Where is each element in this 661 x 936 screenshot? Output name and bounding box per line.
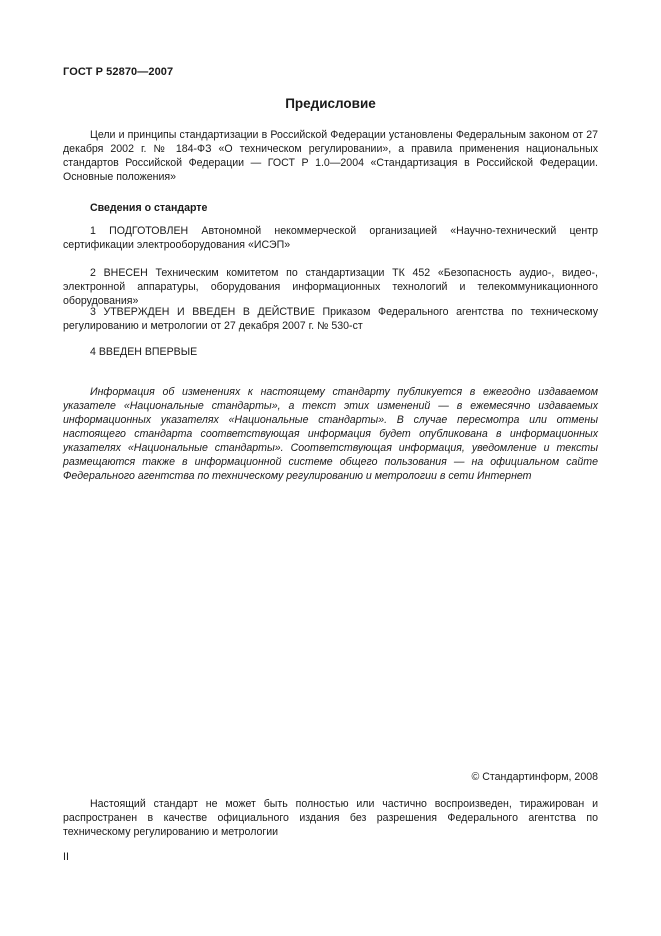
standard-info-heading: Сведения о стандарте [90, 202, 208, 214]
info-item-approved: 3 УТВЕРЖДЕН И ВВЕДЕН В ДЕЙСТВИЕ Приказом Федерального агентства по техническому регулированию и метрологии от 27 декабря 2007 г. № 530-ст [63, 306, 598, 332]
page-title: Предисловие [285, 96, 376, 111]
foreword-intro: Цели и принципы стандартизации в Российской Федерации установлены Федеральным законом от 27 декабря 2002 г. № 184-ФЗ «О техническом регулировании», а правила применения национальных стандартов Российской Федерации — ГОСТ Р 1.0—2004 «Стандартизация в Российской Федерации. Основные положения» [63, 129, 598, 183]
changes-notice: Информация об изменениях к настоящему стандарту публикуется в ежегодно издаваемом указателе «Национальные стандарты», а текст этих изменений — в ежемесячно издаваемых информационных указателях «Национальные стандарты». В случае пересмотра или отмены настоящего стандарта соответствующая информация будет опубликована в информационных указателях «Национальные стандарты». Соответствующая информация, уведомление и тексты размещаются также в информационной системе общего пользования — на официальном сайте Федерального агентства по техническому регулированию и метрологии в сети Интернет [63, 386, 598, 482]
copyright: © Стандартинформ, 2008 [471, 771, 598, 783]
standard-code: ГОСТ Р 52870—2007 [63, 66, 174, 78]
info-item-submitted: 2 ВНЕСЕН Техническим комитетом по стандартизации ТК 452 «Безопасность аудио-, видео-, электронной аппаратуры, оборудования информационных технологий и телекоммуникационного оборудования» [63, 267, 598, 307]
info-item-prepared: 1 ПОДГОТОВЛЕН Автономной некоммерческой организацией «Научно-технический центр сертификации электрооборудования «ИСЭП» [63, 225, 598, 251]
reproduction-notice: Настоящий стандарт не может быть полностью или частично воспроизведен, тиражирован и распространен в качестве официального издания без разрешения Федерального агентства по техническому регулированию и метрологии [63, 798, 598, 838]
page-number: II [63, 851, 69, 863]
info-item-introduced: 4 ВВЕДЕН ВПЕРВЫЕ [90, 346, 198, 358]
